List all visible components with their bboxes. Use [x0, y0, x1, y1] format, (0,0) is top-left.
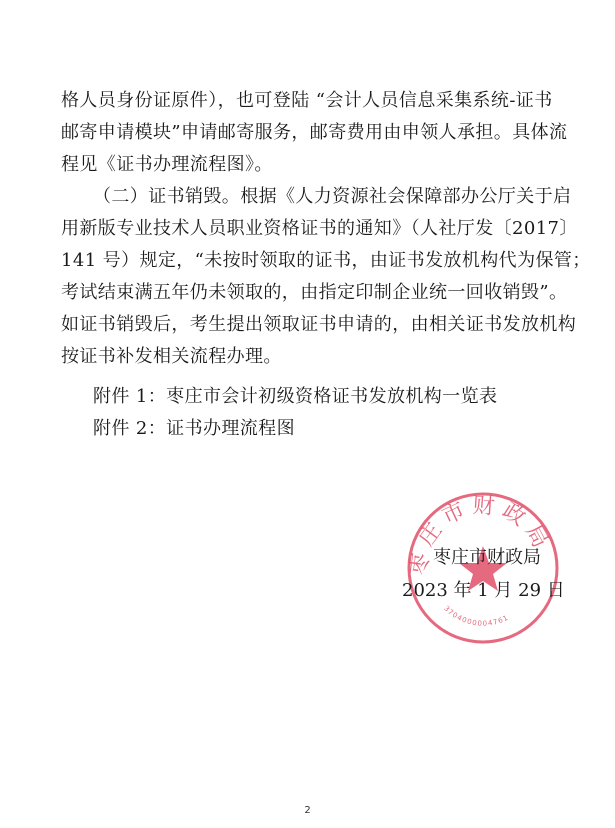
attachment-2: 附件 2：证书办理流程图: [93, 418, 295, 439]
signature-org: 枣庄市财政局: [433, 547, 541, 568]
svg-text:枣庄市财政局: 枣庄市财政局: [406, 493, 556, 577]
body-line-9: 按证书补发相关流程办理。: [61, 346, 282, 367]
page-number: 2: [304, 805, 311, 816]
attachment-1: 附件 1：枣庄市会计初级资格证书发放机构一览表: [93, 386, 498, 407]
signature-date: 2023 年 1 月 29 日: [402, 580, 565, 601]
body-line-4: （二）证书销毁。根据《人力资源社会保障部办公厅关于启: [93, 186, 572, 207]
body-line-5: 用新版专业技术人员职业资格证书的通知》（人社厅发〔2017〕: [61, 218, 578, 239]
body-line-3: 程见《证书办理流程图》。: [61, 154, 273, 175]
body-line-2: 邮寄申请模块”申请邮寄服务，邮寄费用由申领人承担。具体流: [61, 122, 568, 143]
body-line-1: 格人员身份证原件），也可登陆 “会计人员信息采集系统-证书: [61, 90, 553, 111]
svg-text:3704000004761: 3704000004761: [442, 604, 511, 628]
body-line-7: 考试结束满五年仍未领取的，由指定印制企业统一回收销毁”。: [61, 282, 568, 303]
body-line-8: 如证书销毁后，考生提出领取证书申请的，由相关证书发放机构: [61, 314, 577, 335]
body-line-6: 141 号）规定，“未按时领取的证书，由证书发放机构代为保管；: [61, 250, 591, 271]
